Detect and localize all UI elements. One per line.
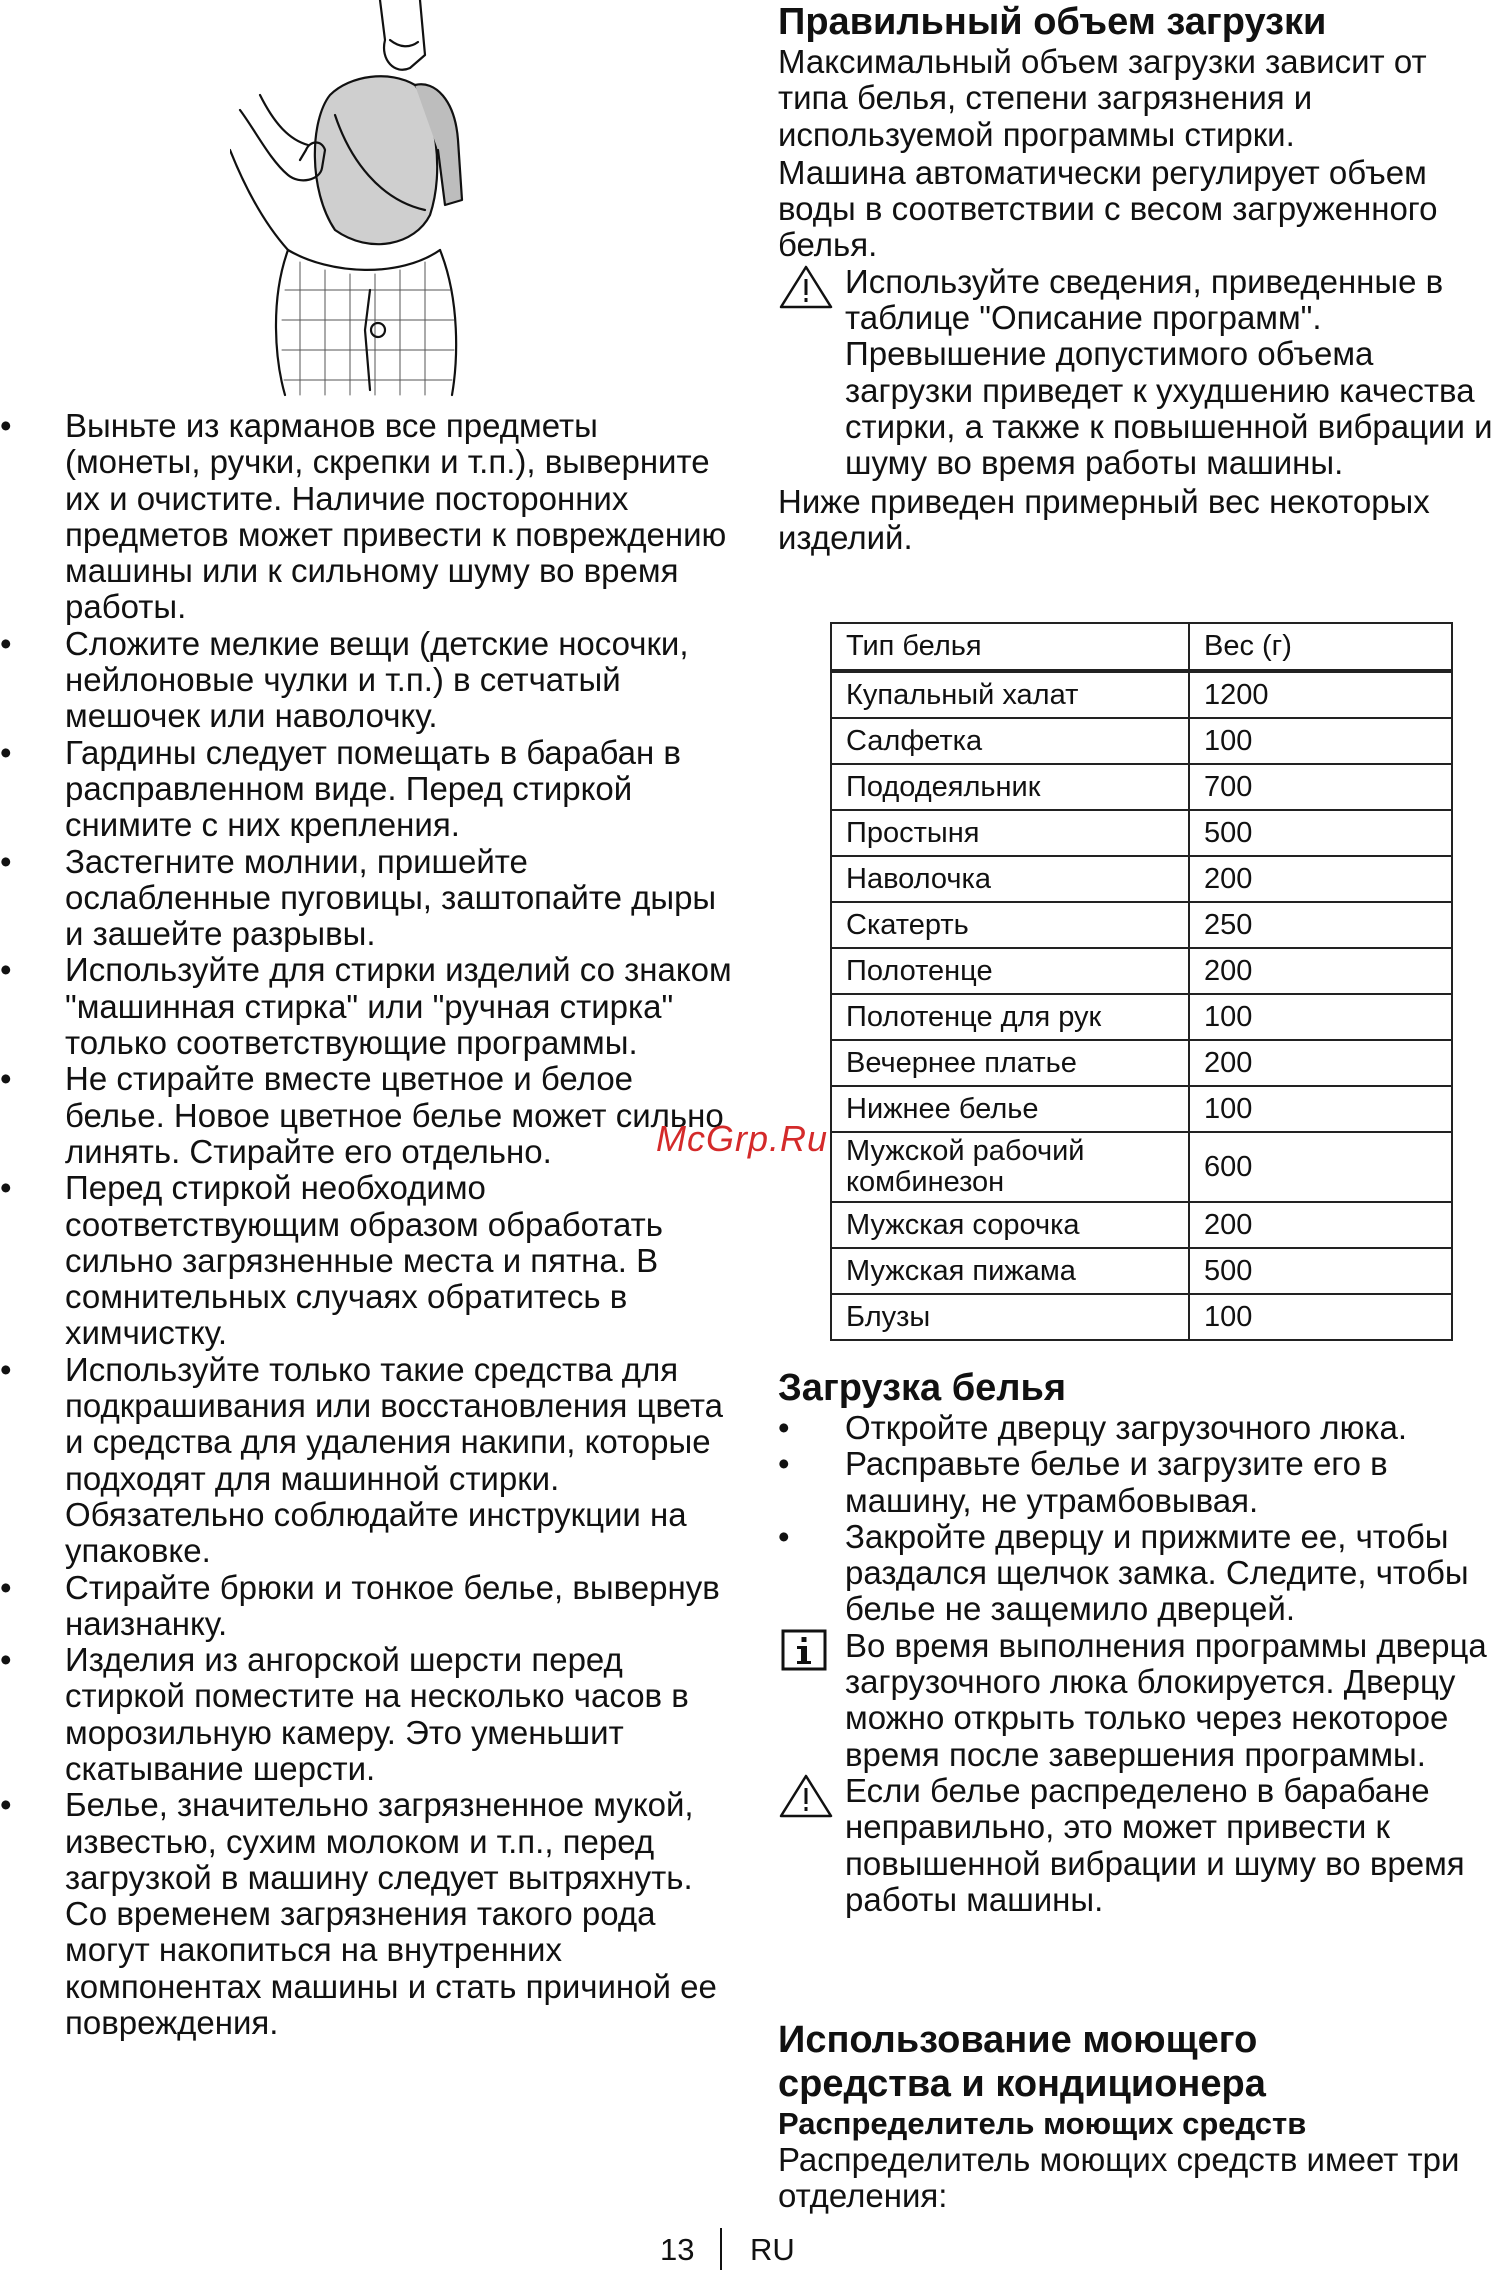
- bullet: •: [0, 1350, 12, 1388]
- detergent-paragraph: Распределитель моющих средств имеет три отделения:: [778, 2141, 1460, 2215]
- bullet: •: [0, 1169, 12, 1207]
- table-row: Мужская пижама 500: [831, 1248, 1452, 1294]
- list-item: • Используйте для стирки изделий со знаком "машинная стирка" или "ручная стирка" только соответствующие программы.: [0, 951, 732, 1062]
- left-column: [0, 408, 735, 2041]
- load-paragraph: Машина автоматически регулирует объем воды в соответствии с весом загруженного белья.: [778, 153, 1438, 264]
- bullet: •: [778, 1445, 790, 1483]
- detergent-subtitle: Распределитель моющих средств: [778, 2106, 1307, 2141]
- table-row: Полотенце для рук 100: [831, 994, 1452, 1040]
- list-item: • Не стирайте вместе цветное и белое белье. Новое цветное белье может сильно линять. Стирайте его отдельно.: [0, 1060, 724, 1170]
- list-item: • Используйте только такие средства для подкрашивания или восстановления цвета и средства для удаления накипи, которые подходят для машинной стирки. Обязательно соблюдайте инструкции на упаковке.: [0, 1350, 723, 1570]
- table-header: Тип белья: [831, 623, 1189, 671]
- list-item: • Изделия из ангорской шерсти перед стиркой поместите на несколько часов в морозильную камеру. Это уменьшит скатывание шерсти.: [0, 1641, 689, 1787]
- footer-divider: [720, 2228, 722, 2270]
- table-row: Купальный халат 1200: [831, 671, 1452, 718]
- table-header-row: [831, 623, 1452, 671]
- table-row: Пододеяльник 700: [831, 764, 1452, 810]
- list-item: • Стирайте брюки и тонкое белье, вывернув наизнанку.: [0, 1568, 720, 1642]
- list-item: • Перед стиркой необходимо соответствующим образом обработать сильно загрязненные места и пятна. В сомнительных случаях обратитесь в химчистку.: [0, 1169, 663, 1352]
- bullet: •: [0, 842, 12, 880]
- table-row: Наволочка 200: [831, 856, 1452, 902]
- loading-warning: Если белье распределено в барабане неправильно, это может привести к повышенной вибрации и шуму во время работы машины.: [778, 1773, 1499, 1918]
- loading-info-note: Во время выполнения программы дверца загрузочного люка блокируется. Дверцу можно открыть только через некоторое время после завершения программы.: [778, 1628, 1499, 1773]
- table-row: Мужская сорочка 200: [831, 1202, 1452, 1248]
- right-column: [778, 0, 1499, 556]
- table-row: Салфетка 100: [831, 718, 1452, 764]
- bullet: •: [0, 1786, 12, 1824]
- table-row: Блузы 100: [831, 1294, 1452, 1340]
- list-item: • Закройте дверцу и прижмите ее, чтобы раздался щелчок замка. Следите, чтобы белье не защемило дверцей.: [778, 1517, 1469, 1628]
- detergent-section-title: Использование моющего средства и кондиционера: [778, 2019, 1266, 2105]
- list-item: • Откройте дверцу загрузочного люка.: [778, 1409, 1407, 1446]
- language-code: RU: [750, 2232, 795, 2267]
- table-row: Вечернее платье 200: [831, 1040, 1452, 1086]
- load-section-title: Правильный объем загрузки: [778, 1, 1327, 43]
- bullet: •: [778, 1517, 790, 1555]
- page-number: 13: [660, 2232, 695, 2267]
- table-row: Полотенце 200: [831, 948, 1452, 994]
- table-row: Простыня 500: [831, 810, 1452, 856]
- bullet: •: [0, 407, 12, 444]
- bullet: •: [0, 733, 12, 771]
- bullet: •: [778, 1409, 790, 1446]
- table-row: Мужской рабочий комбинезон 600: [831, 1132, 1452, 1202]
- bullet: •: [0, 624, 12, 662]
- bullet: •: [0, 1641, 12, 1679]
- table-header: Вес (г): [1189, 623, 1452, 671]
- list-item: • Белье, значительно загрязненное мукой, известью, сухим молоком и т.п., перед загрузкой в машину следует вытряхнуть. Со временем загрязнения такого рода могут накопиться на внутренних компонентах машины и стать причиной ее повреждения.: [0, 1786, 717, 2042]
- table-row: Нижнее белье 100: [831, 1086, 1452, 1132]
- load-paragraph: Максимальный объем загрузки зависит от типа белья, степени загрязнения и используемой программы стирки.: [778, 43, 1427, 153]
- detergent-section: [778, 2018, 1499, 2215]
- loading-section-title: Загрузка белья: [778, 1367, 1066, 1409]
- load-warning: Используйте сведения, приведенные в таблице "Описание программ". Превышение допустимого объема загрузки приведет к ухудшению качества стирки, а также к повышенной вибрации и шуму во время работы машины.: [778, 264, 1499, 482]
- bullet: •: [0, 1060, 12, 1098]
- list-item: • Расправьте белье и загрузите его в машину, не утрамбовывая.: [778, 1445, 1388, 1519]
- warning-triangle-icon: [778, 1773, 834, 1819]
- laundry-bag-illustration: [230, 0, 510, 400]
- list-item: • Выньте из карманов все предметы (монеты, ручки, скрепки и т.п.), выверните их и очистите. Наличие посторонних предметов может привести к повреждению машины или к сильному шуму во время работы.: [0, 407, 727, 626]
- preparation-list: [0, 408, 735, 2041]
- info-icon: [778, 1628, 834, 1674]
- loading-list: [778, 1410, 1499, 1628]
- loading-section: [778, 1366, 1499, 1918]
- bullet: •: [0, 1568, 12, 1606]
- table-row: Скатерть 250: [831, 902, 1452, 948]
- warning-triangle-icon: [778, 264, 834, 310]
- list-item: • Гардины следует помещать в барабан в расправленном виде. Перед стиркой снимите с них крепления.: [0, 733, 681, 844]
- bullet: •: [0, 951, 12, 989]
- list-item: • Сложите мелкие вещи (детские носочки, нейлоновые чулки и т.п.) в сетчатый мешочек или наволочку.: [0, 624, 689, 735]
- load-paragraph: Ниже приведен примерный вес некоторых изделий.: [778, 482, 1430, 556]
- laundry-weight-table: [830, 622, 1453, 1341]
- watermark: McGrp.Ru: [656, 1118, 829, 1159]
- list-item: • Застегните молнии, пришейте ослабленные пуговицы, заштопайте дыры и зашейте разрывы.: [0, 842, 717, 953]
